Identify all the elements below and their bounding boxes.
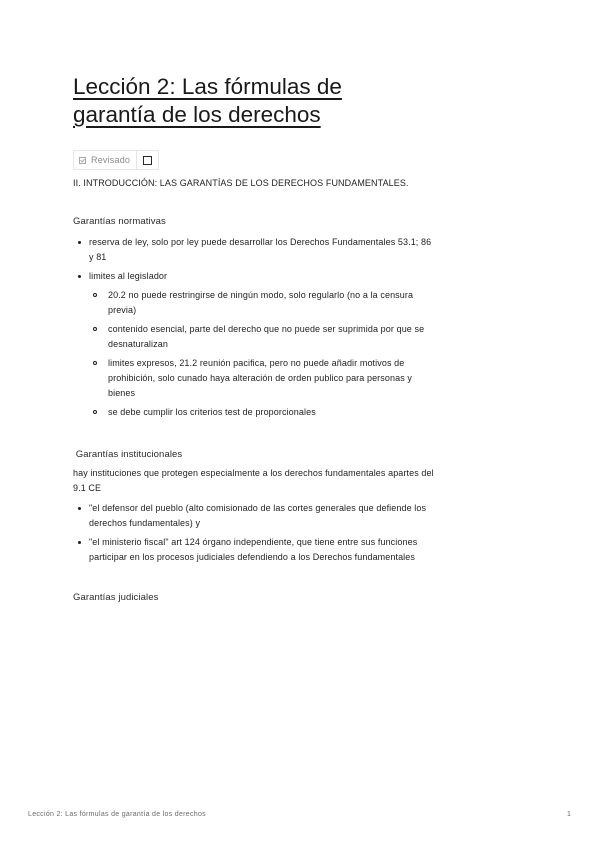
sublist-item: [89, 322, 438, 352]
institucionales-list: [73, 501, 438, 565]
list-item-text: "el ministerio fiscal" art 124 órgano independiente, que tiene entre sus funciones participar en los procesos judiciales defendiendo a los Derechos fundamentales: [89, 537, 418, 562]
list-item: [73, 235, 438, 265]
intro-line: II. INTRODUCCIÓN: LAS GARANTÍAS DE LOS DERECHOS FUNDAMENTALES.: [73, 178, 409, 188]
property-label-text: Revisado: [91, 155, 131, 165]
page-title: [73, 73, 413, 129]
page-title-text: Lección 2: Las fórmulas de garantía de los derechos: [73, 74, 342, 127]
footer-title: Lección 2: Las fórmulas de garantía de los derechos: [28, 811, 206, 818]
sublist-item-text: 20.2 no puede restringirse de ningún modo, solo regularlo (no a la censura previa): [108, 290, 414, 315]
list-item-text: reserva de ley, solo por ley puede desarrollar los Derechos Fundamentales 53.1; 86 y 81: [89, 237, 432, 262]
sublist-item: [89, 356, 438, 401]
heading-normativas: Garantías normativas: [73, 216, 166, 227]
checkbox-property-icon: [79, 157, 86, 164]
list-item: [73, 269, 438, 420]
normativas-list: [73, 235, 438, 420]
heading-judiciales: Garantías judiciales: [73, 592, 159, 603]
footer-page-number: 1: [567, 811, 571, 818]
sublist-item-text: se debe cumplir los criterios test de proporcionales: [108, 407, 316, 417]
sublist-item-text: contenido esencial, parte del derecho que no puede ser suprimida por que se desnaturalizan: [108, 324, 425, 349]
sublist-item: [89, 288, 438, 318]
institucionales-list-wrap: [73, 501, 438, 569]
list-item-text: "el defensor del pueblo (alto comisionado de las cortes generales que defiende los derechos fundamentales) y: [89, 503, 427, 528]
property-row: [73, 150, 159, 170]
revisado-checkbox[interactable]: [143, 156, 152, 165]
sublist-item: [89, 405, 438, 420]
property-label: [74, 151, 137, 169]
property-value: [137, 151, 158, 169]
list-item-text: limites al legislador: [89, 271, 168, 281]
normativas-sublist: [89, 288, 438, 420]
list-item: [73, 501, 438, 531]
sublist-item-text: limites expresos, 21.2 reunión pacifica, pero no puede añadir motivos de prohibición, solo cunado haya alteración de orden publico para personas y bienes: [108, 358, 412, 398]
normativas-list-wrap: [73, 235, 438, 424]
heading-institucionales: Garantías institucionales: [73, 449, 183, 460]
institucionales-paragraph: hay instituciones que protegen especialmente a los derechos fundamentales apartes del 9.1 CE: [73, 468, 434, 493]
list-item: [73, 535, 438, 565]
